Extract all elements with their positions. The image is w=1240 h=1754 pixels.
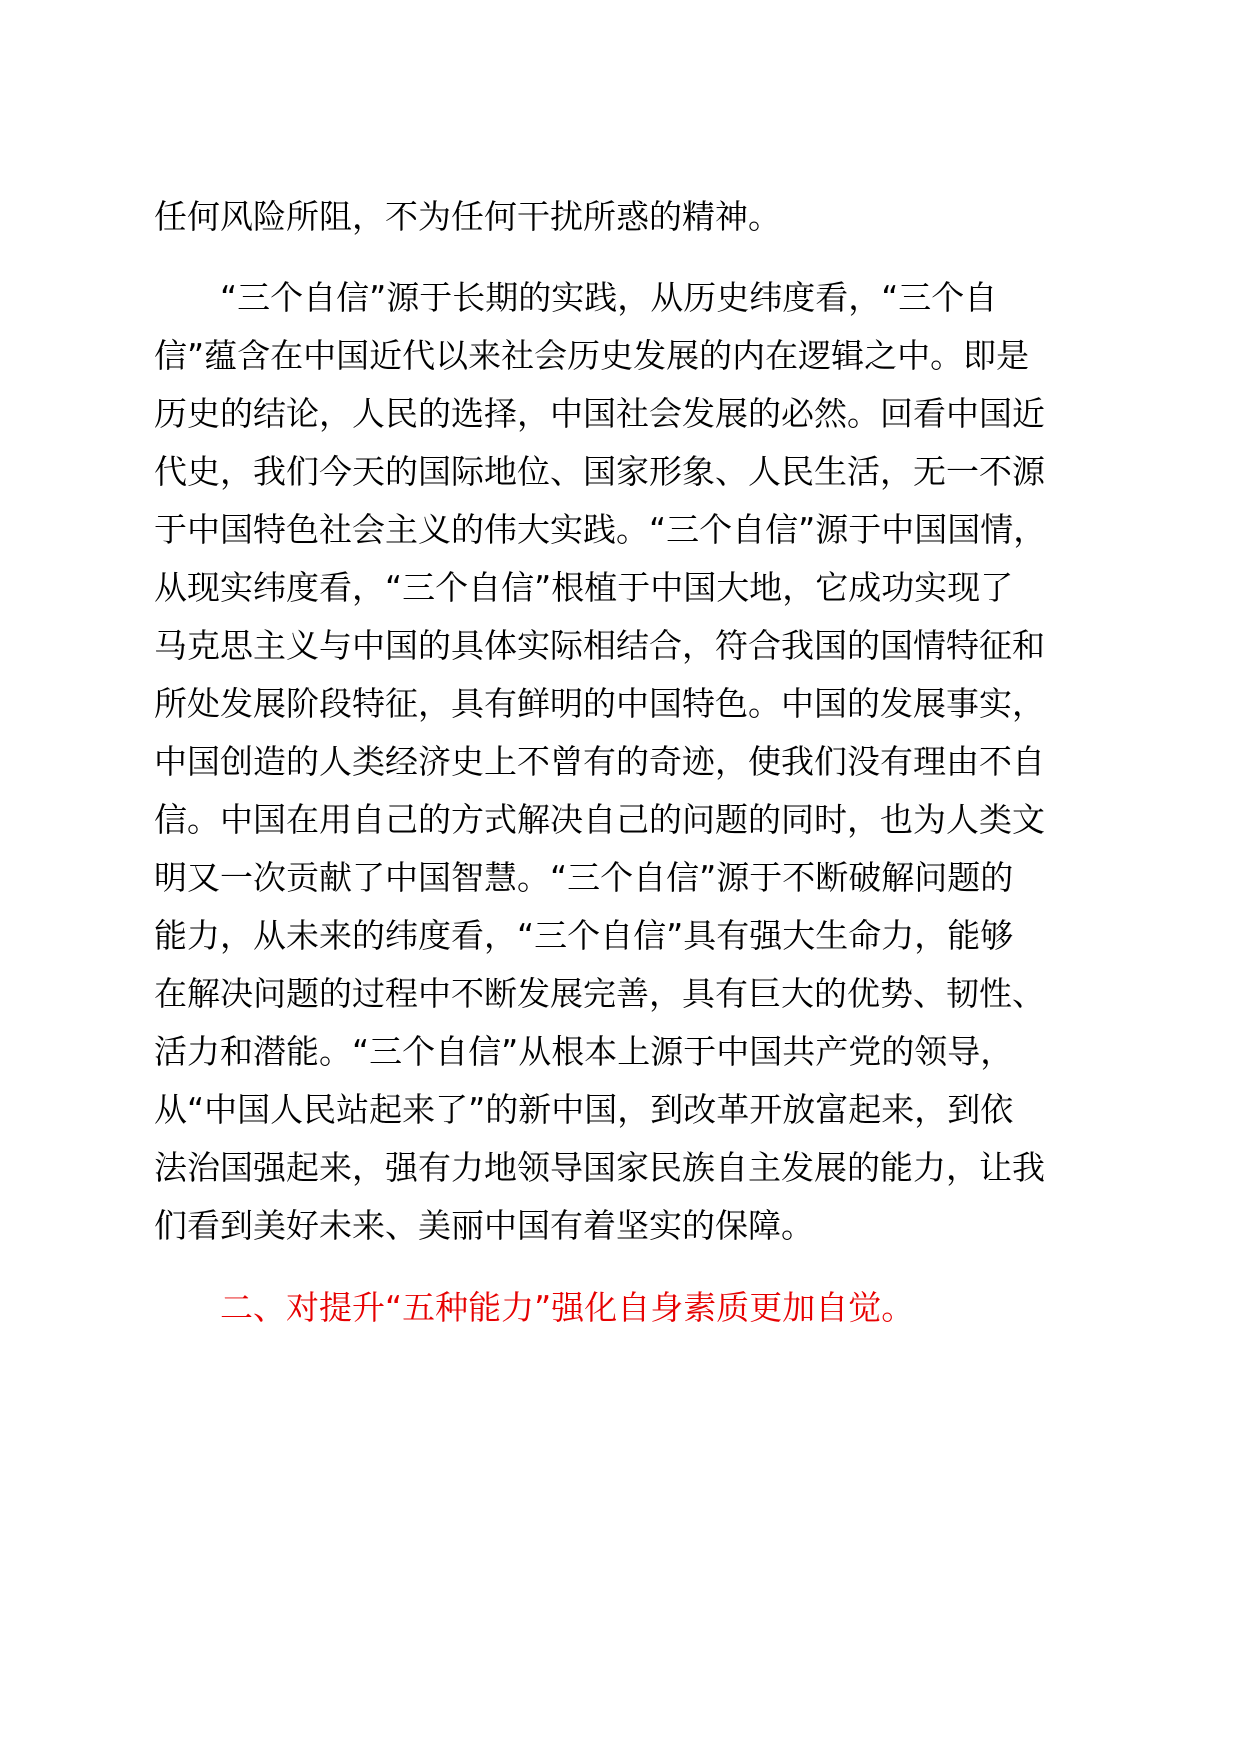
paragraph-line: 在解决问题的过程中不断发展完善，具有巨大的优势、韧性、 [154,974,1045,1013]
paragraph-line: 代史，我们今天的国际地位、国家形象、人民生活，无一不源 [154,452,1045,491]
paragraph-line: 法治国强起来，强有力地领导国家民族自主发展的能力，让我 [154,1148,1045,1187]
paragraph-line: “三个自信”源于长期的实践，从历史纬度看，“三个自 [220,278,998,317]
paragraph-line: 信”蕴含在中国近代以来社会历史发展的内在逻辑之中。即是 [154,336,1030,375]
paragraph-line: 历史的结论，人民的选择，中国社会发展的必然。回看中国近 [154,394,1045,433]
paragraph-line: 明又一次贡献了中国智慧。“三个自信”源于不断破解问题的 [154,858,1014,897]
section-heading: 二、对提升“五种能力”强化自身素质更加自觉。 [220,1288,915,1327]
paragraph-line: 马克思主义与中国的具体实际相结合，符合我国的国情特征和 [154,626,1045,665]
paragraph-line: 能力，从未来的纬度看，“三个自信”具有强大生命力，能够 [154,916,1014,955]
paragraph-line: 任何风险所阻，不为任何干扰所惑的精神。 [154,197,781,236]
paragraph-line: 中国创造的人类经济史上不曾有的奇迹，使我们没有理由不自 [154,742,1045,781]
paragraph-line: 所处发展阶段特征，具有鲜明的中国特色。中国的发展事实， [154,684,1045,723]
paragraph-line: 从现实纬度看，“三个自信”根植于中国大地，它成功实现了 [154,568,1014,607]
paragraph-line: 信。中国在用自己的方式解决自己的问题的同时，也为人类文 [154,800,1045,839]
paragraph-line: 活力和潜能。“三个自信”从根本上源于中国共产党的领导， [154,1032,1014,1071]
paragraph-line: 们看到美好未来、美丽中国有着坚实的保障。 [154,1206,814,1245]
paragraph-line: 于中国特色社会主义的伟大实践。“三个自信”源于中国国情， [154,510,1047,549]
paragraph-line: 从“中国人民站起来了”的新中国，到改革开放富起来，到依 [154,1090,1014,1129]
